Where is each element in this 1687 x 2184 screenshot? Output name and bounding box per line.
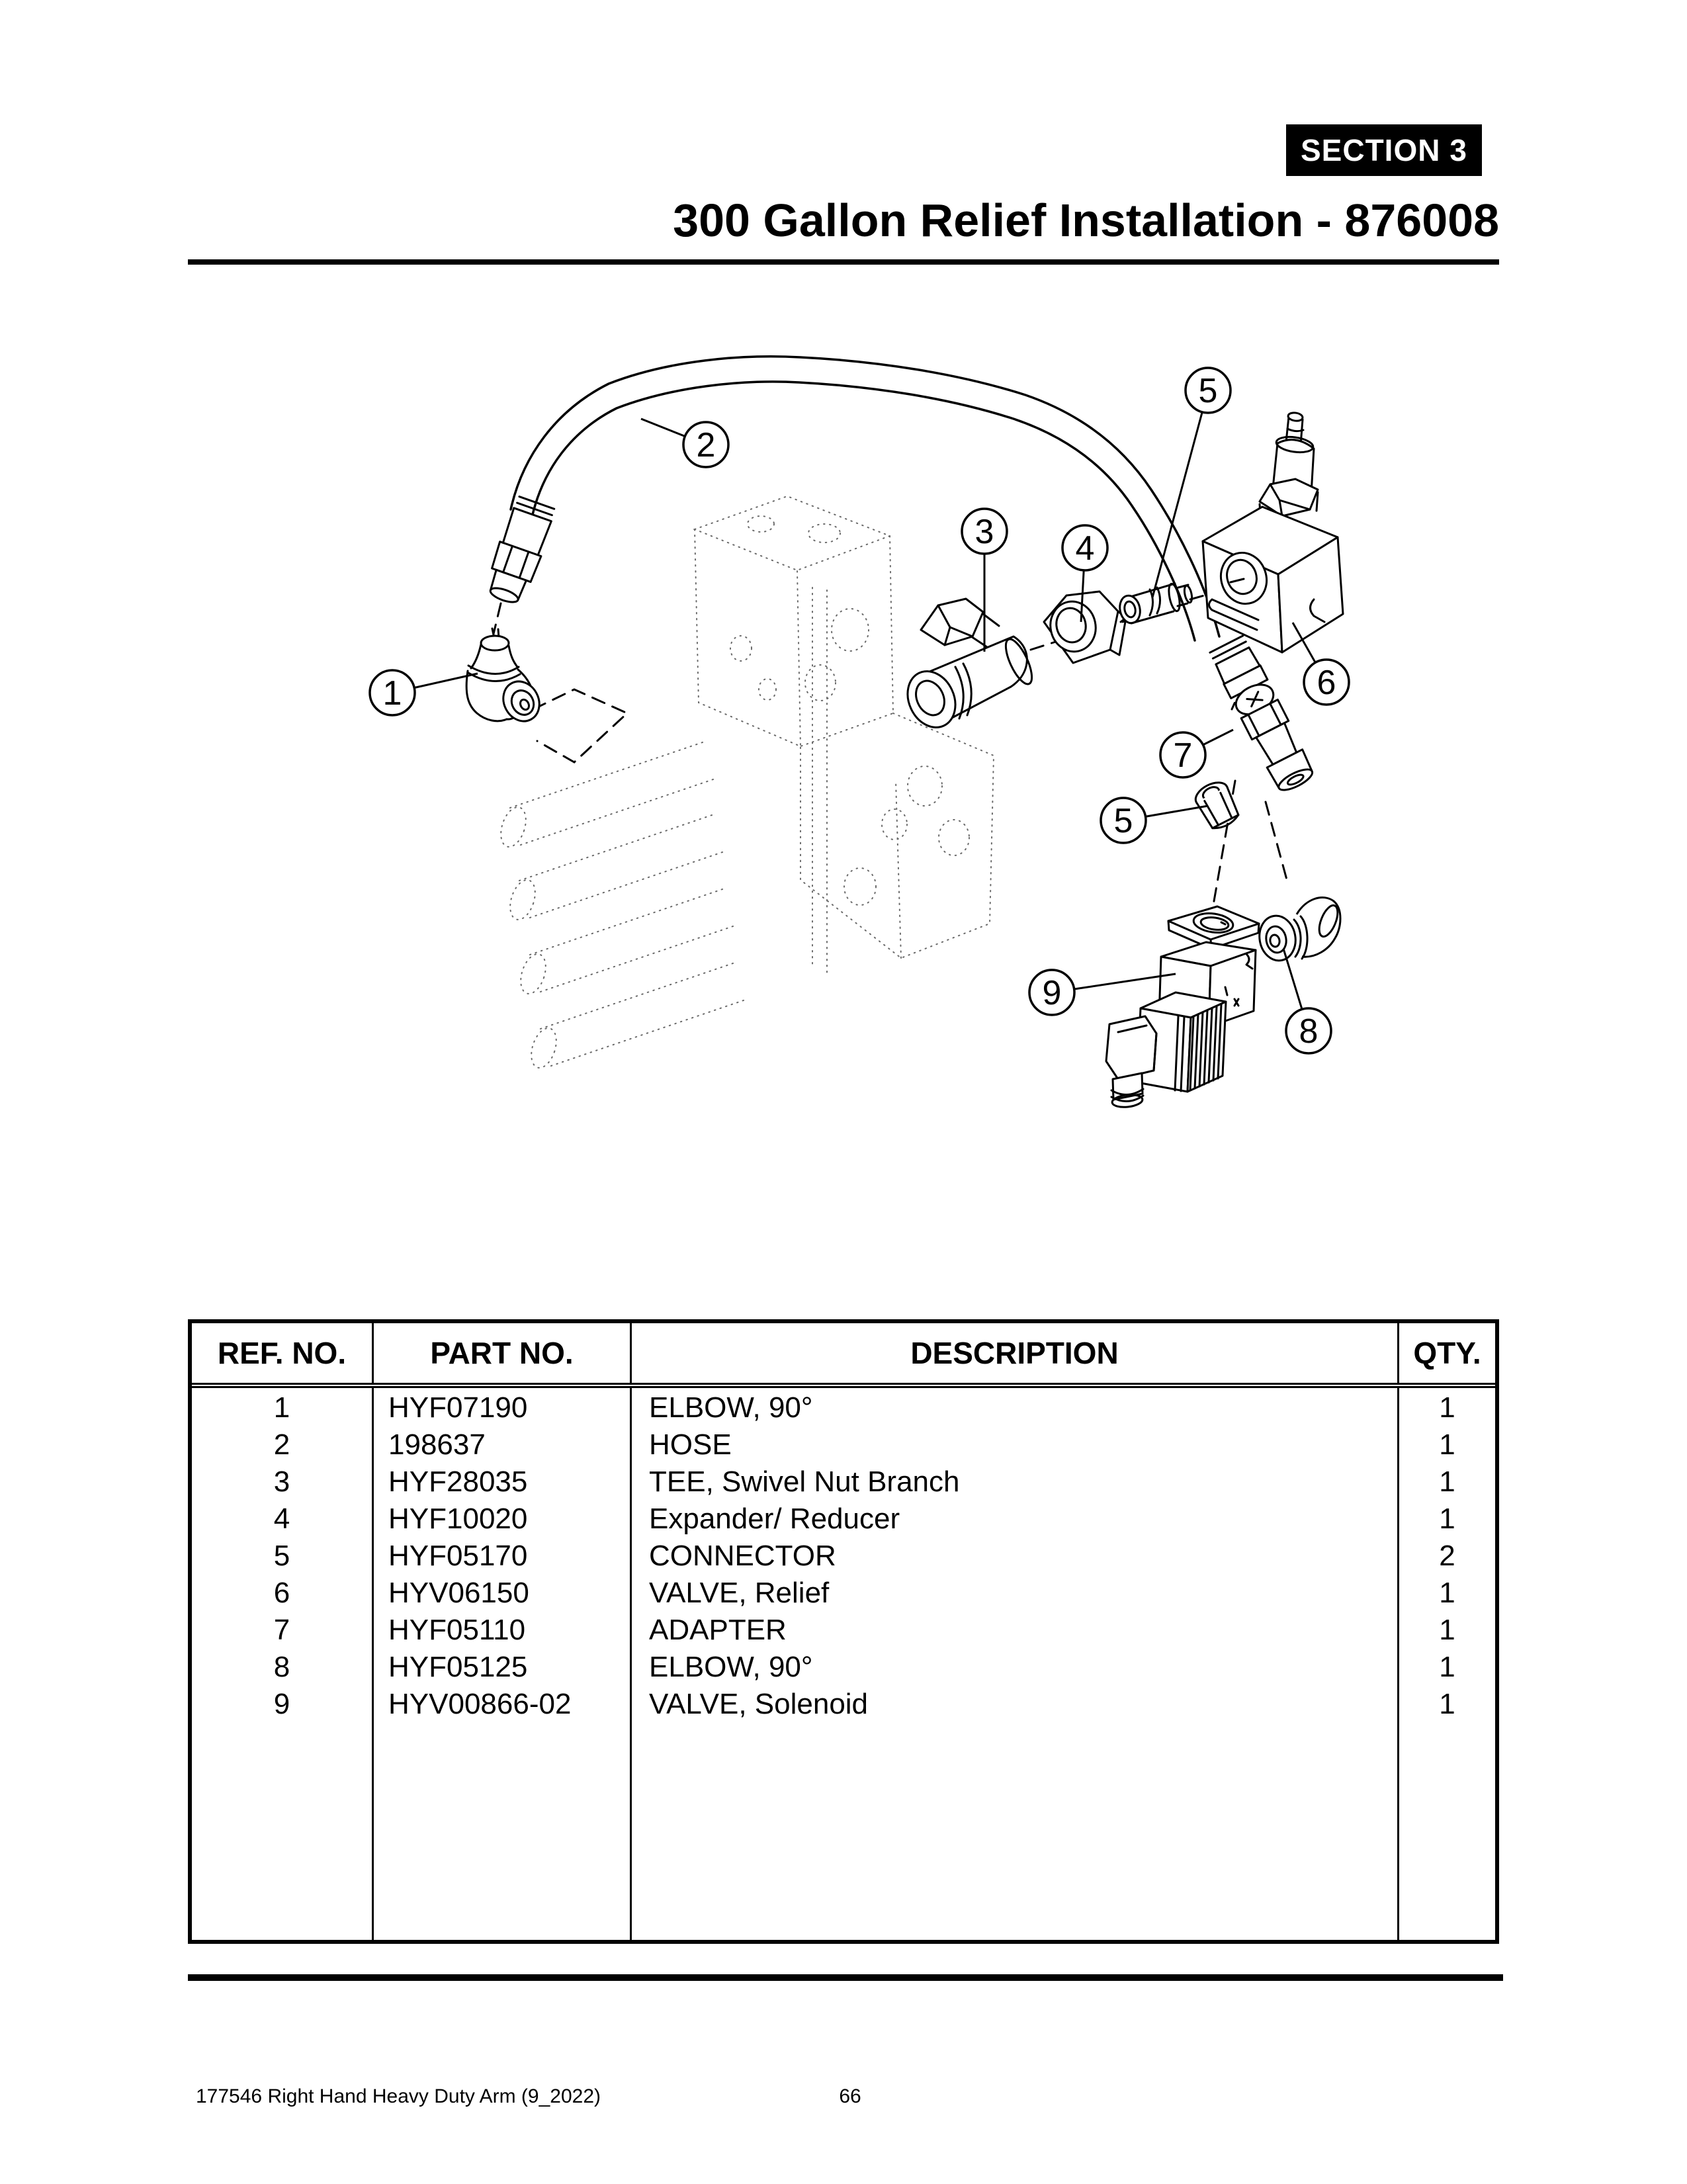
table-cell-ref: 2 <box>273 1428 290 1461</box>
table-cell-part: HYF05110 <box>388 1614 526 1646</box>
table-cell-qty: 1 <box>1439 1428 1455 1461</box>
table-cell-qty: 2 <box>1439 1540 1455 1572</box>
callout-number: 6 <box>1317 664 1336 702</box>
title-rule <box>188 259 1499 265</box>
table-cell-ref: 8 <box>273 1651 290 1683</box>
table-cell-ref: 1 <box>273 1391 290 1424</box>
tee-part-3 <box>899 599 1037 735</box>
table-cell-part: HYF05170 <box>388 1540 528 1572</box>
header-description: DESCRIPTION <box>632 1323 1399 1383</box>
header-ref-no: REF. NO. <box>192 1323 374 1383</box>
callout-number: 1 <box>382 674 402 713</box>
parts-table-header <box>192 1323 1495 1388</box>
relief-valve-part-6 <box>1203 412 1343 652</box>
callout-1 <box>370 670 478 715</box>
hose-part-drawing <box>511 357 1219 640</box>
table-cell-ref: 6 <box>273 1577 290 1609</box>
callout-number: 5 <box>1113 802 1133 840</box>
table-cell-desc: VALVE, Solenoid <box>649 1688 869 1720</box>
bottom-rule <box>188 1974 1503 1981</box>
table-cell-qty: 1 <box>1439 1651 1455 1683</box>
section-badge-label: SECTION <box>1301 133 1441 167</box>
table-cell-ref: 3 <box>273 1465 290 1498</box>
table-cell-part: HYF07190 <box>388 1391 528 1424</box>
exploded-parts-diagram <box>298 278 1455 1158</box>
callout-number: 8 <box>1299 1012 1319 1051</box>
column-description <box>632 1388 1399 1940</box>
expander-reducer-part-4 <box>1044 591 1126 663</box>
callout-2 <box>641 419 728 467</box>
solenoid-valve-part-9 <box>1106 906 1259 1108</box>
table-cell-qty: 1 <box>1439 1465 1455 1498</box>
table-cell-desc: VALVE, Relief <box>649 1577 830 1609</box>
table-cell-ref: 7 <box>273 1614 290 1646</box>
callout-number: 9 <box>1042 974 1062 1012</box>
table-cell-desc: ELBOW, 90° <box>649 1651 813 1683</box>
table-cell-ref: 9 <box>273 1688 290 1720</box>
callout-8 <box>1283 949 1331 1053</box>
table-cell-qty: 1 <box>1439 1391 1455 1424</box>
table-cell-desc: TEE, Swivel Nut Branch <box>649 1465 960 1498</box>
section-badge-number: 3 <box>1449 133 1467 167</box>
callout-number: 4 <box>1075 529 1095 568</box>
page-title: 300 Gallon Relief Installation - 876008 <box>673 195 1499 246</box>
footer-document-title: 177546 Right Hand Heavy Duty Arm (9_2022) <box>196 2085 601 2107</box>
table-cell-desc: ADAPTER <box>649 1614 787 1646</box>
table-cell-ref: 4 <box>273 1503 290 1535</box>
callout-leader-line <box>1152 390 1208 597</box>
table-cell-desc: CONNECTOR <box>649 1540 836 1572</box>
callout-5b <box>1101 798 1208 843</box>
callout-number: 3 <box>974 513 994 551</box>
table-cell-part: HYV00866-02 <box>388 1688 572 1720</box>
ghost-spool-4 <box>527 963 744 1071</box>
table-cell-part: HYF28035 <box>388 1465 528 1498</box>
table-cell-part: HYF10020 <box>388 1503 528 1535</box>
table-cell-desc: ELBOW, 90° <box>649 1391 813 1424</box>
relief-valve-cartridge <box>1260 412 1318 523</box>
parts-table-body <box>192 1388 1495 1940</box>
table-cell-ref: 5 <box>273 1540 290 1572</box>
elbow-90-part-1 <box>466 629 546 728</box>
header-qty: QTY. <box>1413 1336 1481 1370</box>
table-cell-part: HYF05125 <box>388 1651 528 1683</box>
callout-number: 5 <box>1198 372 1218 410</box>
parts-table <box>188 1319 1499 1944</box>
column-qty <box>1399 1388 1495 1940</box>
ghost-valve-manifold <box>496 496 994 1071</box>
header-part-no: PART NO. <box>374 1323 632 1383</box>
table-cell-qty: 1 <box>1439 1503 1455 1535</box>
column-part-no <box>374 1388 632 1940</box>
table-cell-qty: 1 <box>1439 1577 1455 1609</box>
ghost-spool-1 <box>496 742 713 850</box>
column-ref-no <box>192 1388 374 1940</box>
callout-7 <box>1160 730 1233 777</box>
table-cell-qty: 1 <box>1439 1688 1455 1720</box>
table-cell-qty: 1 <box>1439 1614 1455 1646</box>
hose-end-fitting <box>482 496 557 607</box>
table-cell-desc: HOSE <box>649 1428 732 1461</box>
table-cell-part: 198637 <box>388 1428 486 1461</box>
callout-number: 7 <box>1173 736 1193 775</box>
adapter-part-7 <box>1208 634 1317 795</box>
section-badge <box>1286 124 1482 176</box>
elbow-90-part-8 <box>1256 897 1342 963</box>
table-cell-part: HYV06150 <box>388 1577 529 1609</box>
callout-number: 2 <box>696 426 716 464</box>
footer-page-number: 66 <box>839 2085 861 2107</box>
ghost-spool-3 <box>516 889 733 997</box>
ghost-spool-2 <box>505 815 722 923</box>
table-cell-desc: Expander/ Reducer <box>649 1503 900 1535</box>
